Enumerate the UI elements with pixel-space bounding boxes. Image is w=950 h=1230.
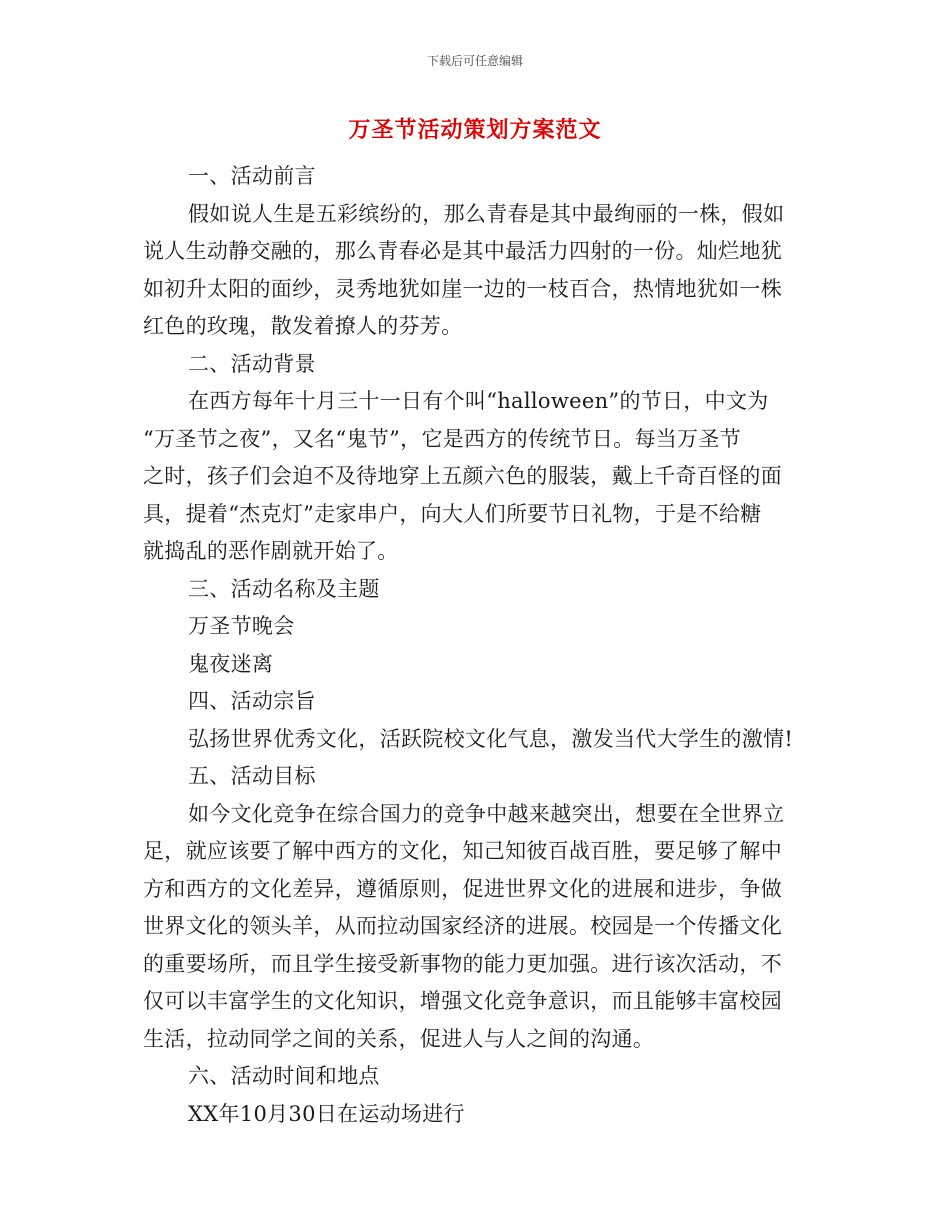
paragraph-line: 鬼夜迷离: [188, 651, 274, 676]
section-heading-goals: 五、活动目标: [188, 764, 316, 788]
paragraph-line: 如今文化竞争在综合国力的竞争中越来越突出，想要在全世界立: [188, 801, 785, 826]
section-heading-name-theme: 三、活动名称及主题: [188, 576, 380, 601]
paragraph-line: 弘扬世界优秀文化，活跃院校文化气息，激发当代大学生的激情!: [188, 726, 794, 751]
paragraph-line: 之时，孩子们会迫不及待地穿上五颜六色的服装，戴上千奇百怪的面: [143, 464, 782, 488]
document-body: [143, 158, 808, 1133]
paragraph-line: 万圣节晚会: [188, 614, 295, 638]
paragraph-line: 世界文化的领头羊，从而拉动国家经济的进展。校园是一个传播文化: [143, 914, 782, 938]
paragraph-line: 说人生动静交融的，那么青春必是其中最活力四射的一份。灿烂地犹: [143, 239, 782, 263]
paragraph-line: 方和西方的文化差异，遵循原则，促进世界文化的进展和进步，争做: [143, 876, 782, 901]
section-heading-purpose: 四、活动宗旨: [188, 689, 316, 713]
paragraph-line: 足，就应该要了解中西方的文化，知己知彼百战百胜，要足够了解中: [143, 839, 782, 863]
paragraph-line: 就捣乱的恶作剧就开始了。: [143, 539, 399, 563]
paragraph-line: 仅可以丰富学生的文化知识，增强文化竞争意识，而且能够丰富校园: [143, 989, 782, 1013]
paragraph-line: 在西方每年十月三十一日有个叫“halloween”的节日，中文为: [188, 389, 769, 413]
document-title: 万圣节活动策划方案范文: [348, 118, 602, 143]
paragraph-line: 具，提着“杰克灯”走家串户，向大人们所要节日礼物，于是不给糖: [143, 501, 762, 526]
paragraph-line: 假如说人生是五彩缤纷的，那么青春是其中最绚丽的一株，假如: [188, 201, 785, 226]
paragraph-line: 生活，拉动同学之间的关系，促进人与人之间的沟通。: [143, 1026, 655, 1051]
page-header-note: 下载后可任意编辑: [426, 54, 523, 68]
section-heading-time-place: 六、活动时间和地点: [188, 1064, 380, 1088]
paragraph-line: XX年10月30日在运动场进行: [188, 1101, 465, 1126]
paragraph-line: 红色的玫瑰，散发着撩人的芬芳。: [143, 314, 463, 338]
section-heading-preface: 一、活动前言: [188, 164, 316, 188]
section-heading-background: 二、活动背景: [188, 351, 316, 376]
paragraph-line: “万圣节之夜”，又名“鬼节”，它是西方的传统节日。每当万圣节: [143, 426, 741, 451]
paragraph-line: 的重要场所，而且学生接受新事物的能力更加强。进行该次活动，不: [143, 951, 782, 976]
paragraph-line: 如初升太阳的面纱，灵秀地犹如崖一边的一枝百合，热情地犹如一株: [143, 276, 782, 301]
